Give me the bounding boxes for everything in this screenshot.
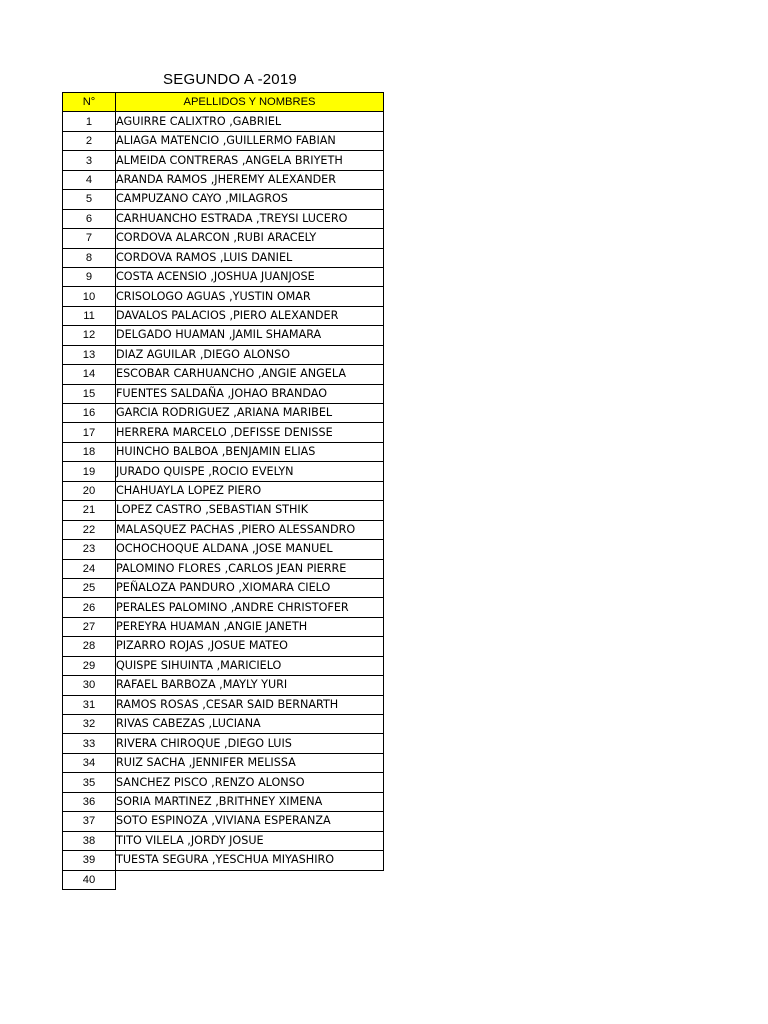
student-name: DAVALOS PALACIOS ,PIERO ALEXANDER: [116, 306, 384, 325]
student-name: SOTO ESPINOZA ,VIVIANA ESPERANZA: [116, 812, 384, 831]
row-number: 28: [63, 637, 116, 656]
table-row: [63, 676, 384, 695]
student-name: CAMPUZANO CAYO ,MILAGROS: [116, 190, 384, 209]
row-number: 22: [63, 520, 116, 539]
table-row: [63, 715, 384, 734]
table-row: [63, 345, 384, 364]
table-row: [63, 773, 384, 792]
table-row: [63, 870, 384, 889]
table-row: [63, 248, 384, 267]
table-row: [63, 792, 384, 811]
row-number: 14: [63, 365, 116, 384]
document-title: SEGUNDO A -2019: [163, 71, 297, 88]
table-row: [63, 287, 384, 306]
row-number: 26: [63, 598, 116, 617]
row-number: 33: [63, 734, 116, 753]
table-row: [63, 112, 384, 131]
row-number: 13: [63, 345, 116, 364]
student-name: RUIZ SACHA ,JENNIFER MELISSA: [116, 753, 384, 772]
student-name: CHAHUAYLA LOPEZ PIERO: [116, 481, 384, 500]
table-row: [63, 695, 384, 714]
row-number: 36: [63, 792, 116, 811]
row-number: 9: [63, 267, 116, 286]
student-name: ARANDA RAMOS ,JHEREMY ALEXANDER: [116, 170, 384, 189]
row-number: 18: [63, 442, 116, 461]
student-name: DIAZ AGUILAR ,DIEGO ALONSO: [116, 345, 384, 364]
student-name: PEREYRA HUAMAN ,ANGIE JANETH: [116, 617, 384, 636]
row-number: 19: [63, 462, 116, 481]
row-number: 35: [63, 773, 116, 792]
student-name: [116, 870, 384, 889]
row-number: 23: [63, 540, 116, 559]
row-number: 2: [63, 131, 116, 150]
table-row: [63, 481, 384, 500]
row-number: 21: [63, 501, 116, 520]
header-names: APELLIDOS Y NOMBRES: [116, 93, 384, 112]
row-number: 27: [63, 617, 116, 636]
table-row: [63, 578, 384, 597]
student-name: RAMOS ROSAS ,CESAR SAID BERNARTH: [116, 695, 384, 714]
student-name: DELGADO HUAMAN ,JAMIL SHAMARA: [116, 326, 384, 345]
student-name: HUINCHO BALBOA ,BENJAMIN ELIAS: [116, 442, 384, 461]
student-name: ESCOBAR CARHUANCHO ,ANGIE ANGELA: [116, 365, 384, 384]
row-number: 4: [63, 170, 116, 189]
student-name: MALASQUEZ PACHAS ,PIERO ALESSANDRO: [116, 520, 384, 539]
student-name: RAFAEL BARBOZA ,MAYLY YURI: [116, 676, 384, 695]
row-number: 39: [63, 851, 116, 870]
table-row: [63, 753, 384, 772]
table-row: [63, 170, 384, 189]
student-roster-table: [62, 92, 384, 890]
student-name: PERALES PALOMINO ,ANDRE CHRISTOFER: [116, 598, 384, 617]
table-row: [63, 151, 384, 170]
table-row: [63, 209, 384, 228]
table-row: [63, 229, 384, 248]
row-number: 37: [63, 812, 116, 831]
student-name: CRISOLOGO AGUAS ,YUSTIN OMAR: [116, 287, 384, 306]
table-row: [63, 190, 384, 209]
row-number: 1: [63, 112, 116, 131]
student-name: ALIAGA MATENCIO ,GUILLERMO FABIAN: [116, 131, 384, 150]
table-row: [63, 617, 384, 636]
student-name: QUISPE SIHUINTA ,MARICIELO: [116, 656, 384, 675]
student-name: JURADO QUISPE ,ROCIO EVELYN: [116, 462, 384, 481]
table-row: [63, 306, 384, 325]
table-row: [63, 423, 384, 442]
row-number: 5: [63, 190, 116, 209]
row-number: 11: [63, 306, 116, 325]
table-row: [63, 812, 384, 831]
row-number: 17: [63, 423, 116, 442]
student-name: SORIA MARTINEZ ,BRITHNEY XIMENA: [116, 792, 384, 811]
table-row: [63, 131, 384, 150]
student-name: COSTA ACENSIO ,JOSHUA JUANJOSE: [116, 267, 384, 286]
student-name: FUENTES SALDAÑA ,JOHAO BRANDAO: [116, 384, 384, 403]
student-name: PEÑALOZA PANDURO ,XIOMARA CIELO: [116, 578, 384, 597]
student-name: AGUIRRE CALIXTRO ,GABRIEL: [116, 112, 384, 131]
student-name: CARHUANCHO ESTRADA ,TREYSI LUCERO: [116, 209, 384, 228]
table-row: [63, 734, 384, 753]
table-row: [63, 404, 384, 423]
row-number: 25: [63, 578, 116, 597]
row-number: 38: [63, 831, 116, 850]
row-number: 31: [63, 695, 116, 714]
table-row: [63, 598, 384, 617]
table-row: [63, 267, 384, 286]
student-name: RIVERA CHIROQUE ,DIEGO LUIS: [116, 734, 384, 753]
student-name: ALMEIDA CONTRERAS ,ANGELA BRIYETH: [116, 151, 384, 170]
table-body: [63, 112, 384, 890]
table-row: [63, 384, 384, 403]
table-row: [63, 851, 384, 870]
student-name: LOPEZ CASTRO ,SEBASTIAN STHIK: [116, 501, 384, 520]
table-row: [63, 656, 384, 675]
table-row: [63, 540, 384, 559]
student-name: HERRERA MARCELO ,DEFISSE DENISSE: [116, 423, 384, 442]
student-name: GARCIA RODRIGUEZ ,ARIANA MARIBEL: [116, 404, 384, 423]
table-row: [63, 442, 384, 461]
table-row: [63, 501, 384, 520]
table-row: [63, 365, 384, 384]
student-name: PIZARRO ROJAS ,JOSUE MATEO: [116, 637, 384, 656]
table-row: [63, 462, 384, 481]
table-row: [63, 520, 384, 539]
row-number: 32: [63, 715, 116, 734]
header-number: N°: [63, 93, 116, 112]
row-number: 34: [63, 753, 116, 772]
row-number: 15: [63, 384, 116, 403]
row-number: 10: [63, 287, 116, 306]
row-number: 16: [63, 404, 116, 423]
row-number: 24: [63, 559, 116, 578]
row-number: 7: [63, 229, 116, 248]
row-number: 40: [63, 870, 116, 889]
student-name: TITO VILELA ,JORDY JOSUE: [116, 831, 384, 850]
student-name: RIVAS CABEZAS ,LUCIANA: [116, 715, 384, 734]
row-number: 6: [63, 209, 116, 228]
row-number: 8: [63, 248, 116, 267]
student-name: CORDOVA ALARCON ,RUBI ARACELY: [116, 229, 384, 248]
row-number: 3: [63, 151, 116, 170]
student-name: OCHOCHOQUE ALDANA ,JOSE MANUEL: [116, 540, 384, 559]
table-row: [63, 831, 384, 850]
table-row: [63, 559, 384, 578]
table-row: [63, 637, 384, 656]
row-number: 20: [63, 481, 116, 500]
row-number: 30: [63, 676, 116, 695]
table-header-row: [63, 93, 384, 112]
student-name: SANCHEZ PISCO ,RENZO ALONSO: [116, 773, 384, 792]
student-name: CORDOVA RAMOS ,LUIS DANIEL: [116, 248, 384, 267]
student-name: TUESTA SEGURA ,YESCHUA MIYASHIRO: [116, 851, 384, 870]
table-row: [63, 326, 384, 345]
student-name: PALOMINO FLORES ,CARLOS JEAN PIERRE: [116, 559, 384, 578]
row-number: 29: [63, 656, 116, 675]
row-number: 12: [63, 326, 116, 345]
